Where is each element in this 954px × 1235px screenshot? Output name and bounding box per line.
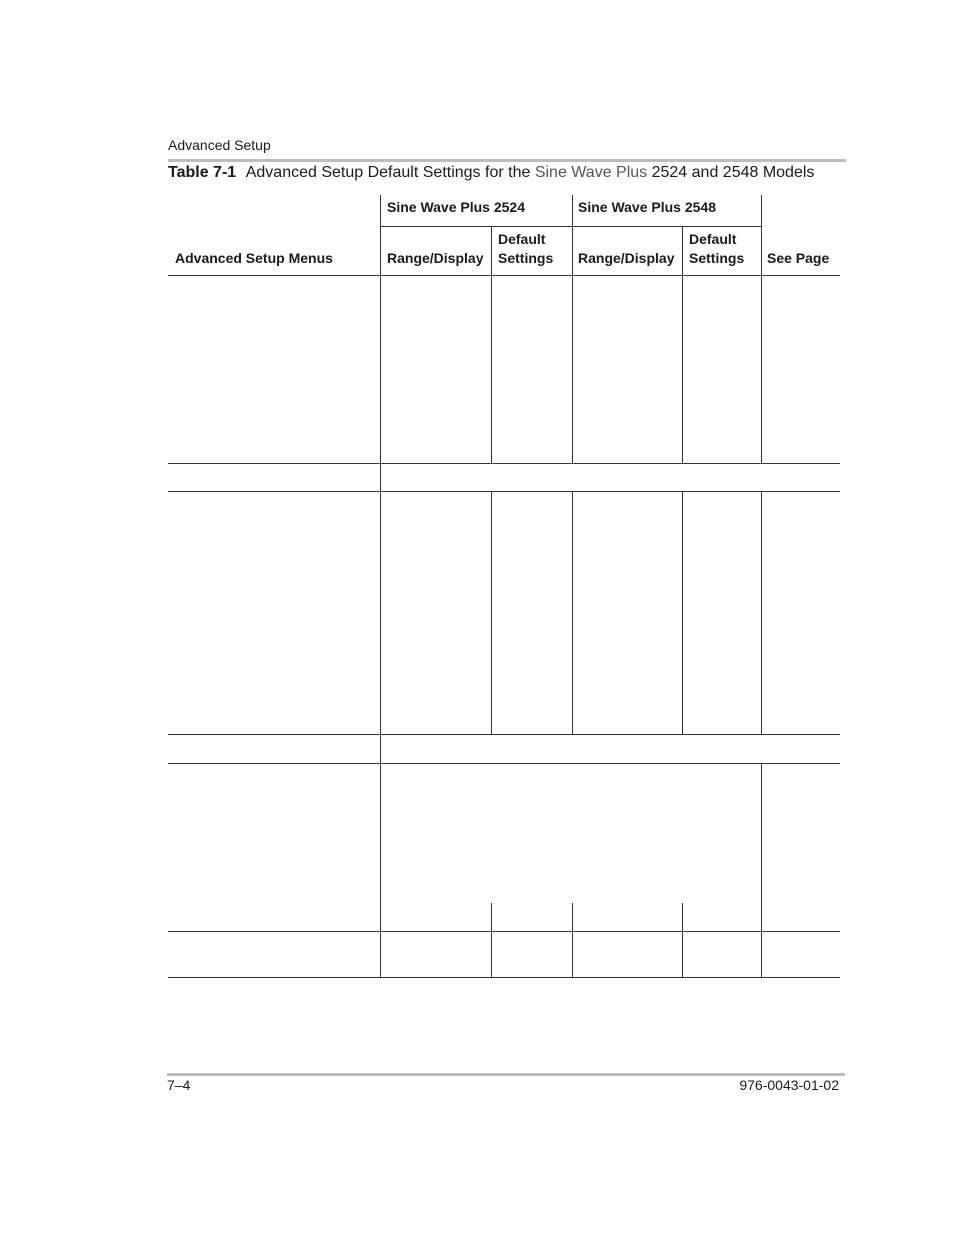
col-header-range-2524: Range/Display <box>387 250 484 266</box>
running-head: Advanced Setup <box>168 137 271 153</box>
col-header-range-2548: Range/Display <box>578 250 675 266</box>
col-divider <box>682 491 683 735</box>
col-divider <box>761 491 762 735</box>
caption-text-before: Advanced Setup Default Settings for the <box>245 164 531 181</box>
col-divider <box>491 903 492 977</box>
row-rule <box>168 763 840 764</box>
group-header-rule <box>380 226 761 227</box>
col-header-default-2548: Default Settings <box>689 231 745 266</box>
group-header-2524: Sine Wave Plus 2524 <box>387 199 525 215</box>
col-divider <box>380 195 381 977</box>
col-divider <box>572 491 573 735</box>
caption-product: Sine Wave Plus <box>534 164 648 181</box>
footer-rule <box>167 1073 845 1076</box>
col-divider <box>491 491 492 735</box>
col-divider <box>682 903 683 977</box>
row-rule <box>168 931 840 932</box>
col-header-menus: Advanced Setup Menus <box>175 250 333 266</box>
col-divider <box>761 763 762 977</box>
col-divider <box>572 195 573 276</box>
table-bottom-rule <box>168 977 840 978</box>
doc-number: 976-0043-01-02 <box>739 1077 839 1093</box>
col-divider <box>761 275 762 464</box>
table-caption <box>168 164 814 182</box>
group-header-2548: Sine Wave Plus 2548 <box>578 199 716 215</box>
col-header-default-2524: Default Settings <box>498 231 554 266</box>
col-header-see-page: See Page <box>767 250 830 266</box>
row-rule <box>168 734 840 735</box>
row-rule <box>168 463 840 464</box>
table-label: Table 7-1 <box>168 164 237 181</box>
col-divider <box>572 903 573 977</box>
header-rule <box>168 159 846 162</box>
page-number: 7–4 <box>167 1077 191 1093</box>
col-divider <box>761 195 762 276</box>
caption-text-after: 2524 and 2548 Models <box>651 164 815 181</box>
col-divider <box>491 226 492 464</box>
row-rule <box>168 491 840 492</box>
header-bottom-rule <box>168 275 840 276</box>
col-divider <box>572 275 573 464</box>
col-divider <box>682 226 683 464</box>
